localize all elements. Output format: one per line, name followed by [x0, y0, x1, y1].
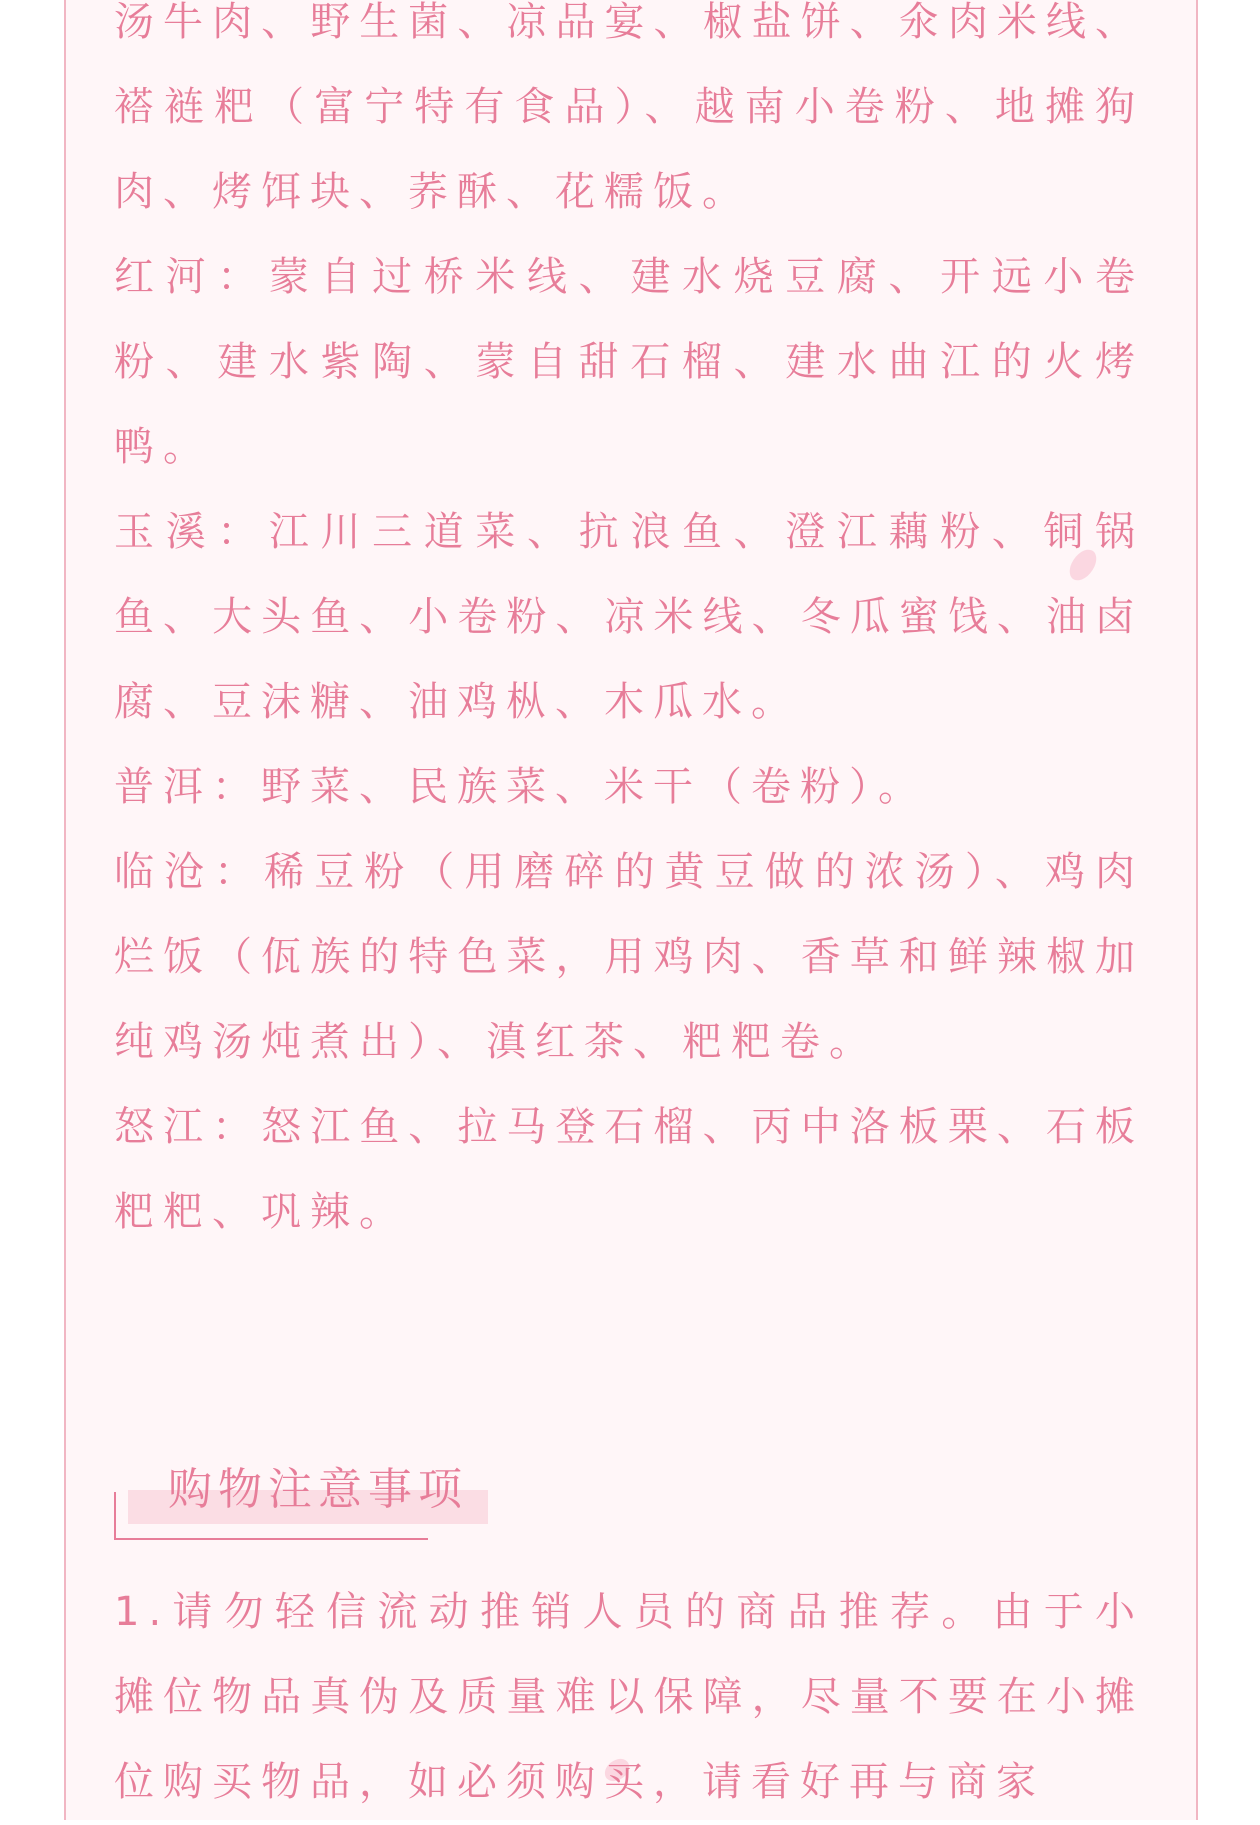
region-paragraph: 汤牛肉、野生菌、凉品宴、椒盐饼、氽肉米线、褡裢粑（富宁特有食品）、越南小卷粉、地摊狗肉、烤饵块、荞酥、花糯饭。	[114, 0, 1144, 215]
section-title-bracket-bottom	[114, 1538, 428, 1540]
shopping-notes	[114, 1570, 1144, 1825]
regional-food-list	[114, 0, 1144, 1255]
region-paragraph-yuxi: 玉溪：江川三道菜、抗浪鱼、澄江藕粉、铜锅鱼、大头鱼、小卷粉、凉米线、冬瓜蜜饯、油卤腐、豆沫糖、油鸡枞、木瓜水。	[114, 509, 1144, 725]
note-item: 1.请勿轻信流动推销人员的商品推荐。由于小摊位物品真伪及质量难以保障，尽量不要在小摊位购买物品，如必须购买，请看好再与商家	[114, 1589, 1144, 1805]
section-header	[114, 1462, 494, 1542]
section-title: 购物注意事项	[168, 1464, 468, 1515]
region-paragraph-lincang: 临沧：稀豆粉（用磨碎的黄豆做的浓汤）、鸡肉烂饭（佤族的特色菜，用鸡肉、香草和鲜辣椒加纯鸡汤炖煮出）、滇红茶、粑粑卷。	[114, 849, 1144, 1065]
section-title-bracket-left	[114, 1492, 116, 1538]
region-paragraph-nujiang: 怒江：怒江鱼、拉马登石榴、丙中洛板栗、石板粑粑、巩辣。	[114, 1104, 1144, 1235]
region-paragraph-honghe: 红河：蒙自过桥米线、建水烧豆腐、开远小卷粉、建水紫陶、蒙自甜石榴、建水曲江的火烤鸭。	[114, 254, 1144, 470]
region-paragraph-puer: 普洱：野菜、民族菜、米干（卷粉）。	[114, 764, 927, 810]
